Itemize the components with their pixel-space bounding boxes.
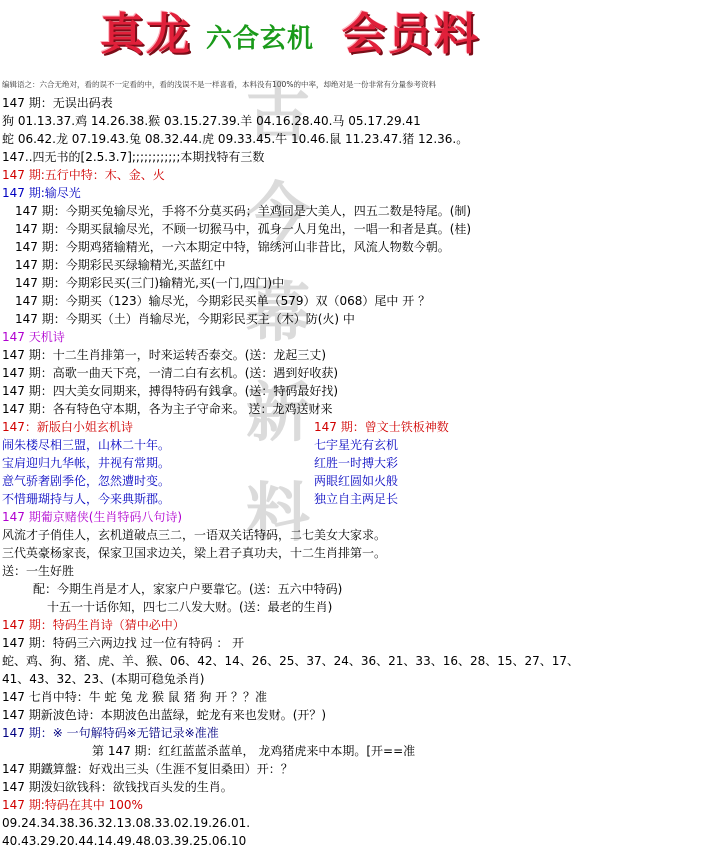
line-heavenly-poem-heading: 147 天机诗 (2, 330, 65, 344)
line-zodiac-numbers-2: 蛇 06.42.龙 07.19.43.兔 08.32.44.虎 09.33.45.牛 10.46.鼠 11.23.47.猪 12.36.。 (2, 132, 469, 146)
line-one-sentence-heading: 147 期：※ 一句解特码※无错记录※准准 (2, 726, 219, 740)
two-column-row (2, 472, 718, 490)
zeng-wenshi-line: 两眼红圆如火般 (314, 474, 399, 488)
line-lose-all-6: 147 期：今期买（123）输尽光，今期彩民买单（579）双（068）尾中 开 ？ (15, 294, 431, 308)
bai-xiaojie-poem-line: 不惜珊瑚持与人，今来典斯郡。 (2, 492, 171, 506)
line-heavenly-poem-1: 147 期：十二生肖排第一，时来运转否泰交。(送：龙起三丈) (2, 348, 327, 362)
header-banner (0, 0, 720, 78)
line-lose-all-4: 147 期：今期彩民买绿输精光,买蓝红中 (15, 258, 226, 272)
line-lose-all-heading: 147 期:输尽光 (2, 186, 81, 200)
line-red-blue-kill: 第 147 期：红红蓝蓝杀蓝单， 龙鸡猪虎来中本期。[开==准 (92, 744, 416, 758)
line-zodiac-poem-heading: 147 期：特码生肖诗（猜中必中） (2, 618, 185, 632)
line-gambler-pair-1: 配：今期生肖是才人，家家户户要靠它。(送：五六中特码) (33, 582, 343, 596)
line-no-error-code-table: 147 期：无误出码表 (2, 96, 113, 110)
line-lose-all-7: 147 期：今期买（土）肖输尽光，今期彩民买主（木）防(火) 中 (15, 312, 355, 326)
line-special-numbers-1: 09.24.34.38.36.32.13.08.33.02.19.26.01. (2, 816, 251, 830)
zeng-wenshi-line: 红胜一时搏大彩 (314, 456, 399, 470)
zeng-wenshi-line: 独立自主两足长 (314, 492, 399, 506)
line-special-code-heading: 147 期:特码在其中 100% (2, 798, 143, 812)
bai-xiaojie-poem-line: 意气骄奢剧季伦，忽然遭时变。 (2, 474, 171, 488)
line-special-numbers-2: 40.43.29.20.44.14.49.48.03.39.25.06.10 (2, 834, 247, 848)
content-body (2, 94, 718, 850)
disclaimer-text: 编辑语之：六合无绝对，看的误不一定看的中，看的浅误不是一样喜看，本料没有100%的中率，却绝对是一份非常有分量参考资料 (2, 80, 436, 89)
watermark-text: 古今幕新料 (246, 76, 310, 551)
two-column-row (2, 490, 718, 508)
line-shrew-money: 147 期泼妇欲钱科：欲钱找百头发的生肖。 (2, 780, 233, 794)
line-wave-color-poem: 147 期新波色诗：本期波色出蓝绿，蛇龙有来也发财。(开？) (2, 708, 327, 722)
line-lose-all-1: 147 期：今期买兔输尽光，手将不分莫买码；羊鸡同是大美人，四五二数是特尾。(制) (15, 204, 472, 218)
line-lose-all-3: 147 期：今期鸡猪输精光，一六本期定中特，锦绣河山非昔比，风流人物数今朝。 (15, 240, 450, 254)
bai-xiaojie-poem-heading: 147：新版白小姐玄机诗 (2, 420, 133, 434)
line-heavenly-poem-4: 147 期：各有特色守本期，各为主子守命来。 送：龙鸡送财来 (2, 402, 333, 416)
two-column-row (2, 436, 718, 454)
banner-title-right: 会员料 (342, 9, 480, 60)
line-four-no-book: 147..四无书的[2.5.3.7];;;;;;;;;;;;本期找特有三数 (2, 150, 265, 164)
line-heavenly-poem-2: 147 期：高歌一曲天下亮，一清二白有玄机。(送：遇到好收获) (2, 366, 339, 380)
bai-xiaojie-poem-line: 闹朱楼尽相三盟，山林二十年。 (2, 438, 171, 452)
zeng-wenshi-heading: 147 期：曾文士铁板神数 (314, 420, 449, 434)
line-gambler-poem-1: 风流才子俏佳人，玄机道破点三二，一语双关话特码，二七美女大家求。 (2, 528, 387, 542)
line-lose-all-5: 147 期：今期彩民买(三门)输精光,买(一门,四门)中 (15, 276, 285, 290)
line-seven-zodiac: 147 七肖中特：牛 蛇 兔 龙 猴 鼠 猪 狗 开 ？？准 (2, 690, 268, 704)
line-zodiac-numbers-1: 狗 01.13.37.鸡 14.26.38.猴 03.15.27.39.羊 04.16.28.40.马 05.17.29.41 (2, 114, 421, 128)
banner-title-left: 真龙 (100, 9, 192, 60)
line-lose-all-2: 147 期：今期买鼠输尽光，不顾一切猴马中，孤身一人月兔出，一唱一和者是真。(桂) (15, 222, 472, 236)
line-gambler-poem-heading: 147 期葡京赌侠(生肖特码八句诗) (2, 510, 183, 524)
two-column-row (2, 454, 718, 472)
line-number-list-2: 41、43、32、23、(本期可稳兔杀肖) (2, 672, 205, 686)
line-five-elements: 147 期:五行中特：木、金、火 (2, 168, 165, 182)
line-iron-abacus: 147 期鐵算盤：好戏出三头（生涯不复旧桑田）开：？ (2, 762, 293, 776)
line-gambler-gift: 送：一生好胜 (2, 564, 75, 578)
bai-xiaojie-poem-line: 宝肩迎归九华帐，井视有常期。 (2, 456, 171, 470)
line-gambler-poem-2: 三代英豪杨家丧，保家卫国求边关，梁上君子真功夫，十二生肖排第一。 (2, 546, 387, 560)
line-three-six-sides: 147 期：特码三六两边找 过一位有特码 ： 开 (2, 636, 245, 650)
line-heavenly-poem-3: 147 期：四大美女同期来，搏得特码有銭拿。(送：特码最好找) (2, 384, 339, 398)
banner-title-middle: 六合玄机 (206, 24, 315, 54)
line-gambler-pair-2: 十五一十话你知，四七二八发大财。(送：最老的生肖) (47, 600, 333, 614)
zeng-wenshi-line: 七宇星光有玄机 (314, 438, 399, 452)
two-column-heading-row (2, 418, 718, 436)
line-number-list-1: 蛇、鸡、狗、猪、虎、羊、猴、06、42、14、26、25、37、24、36、21、33、16、28、15、27、17、 (2, 654, 580, 668)
